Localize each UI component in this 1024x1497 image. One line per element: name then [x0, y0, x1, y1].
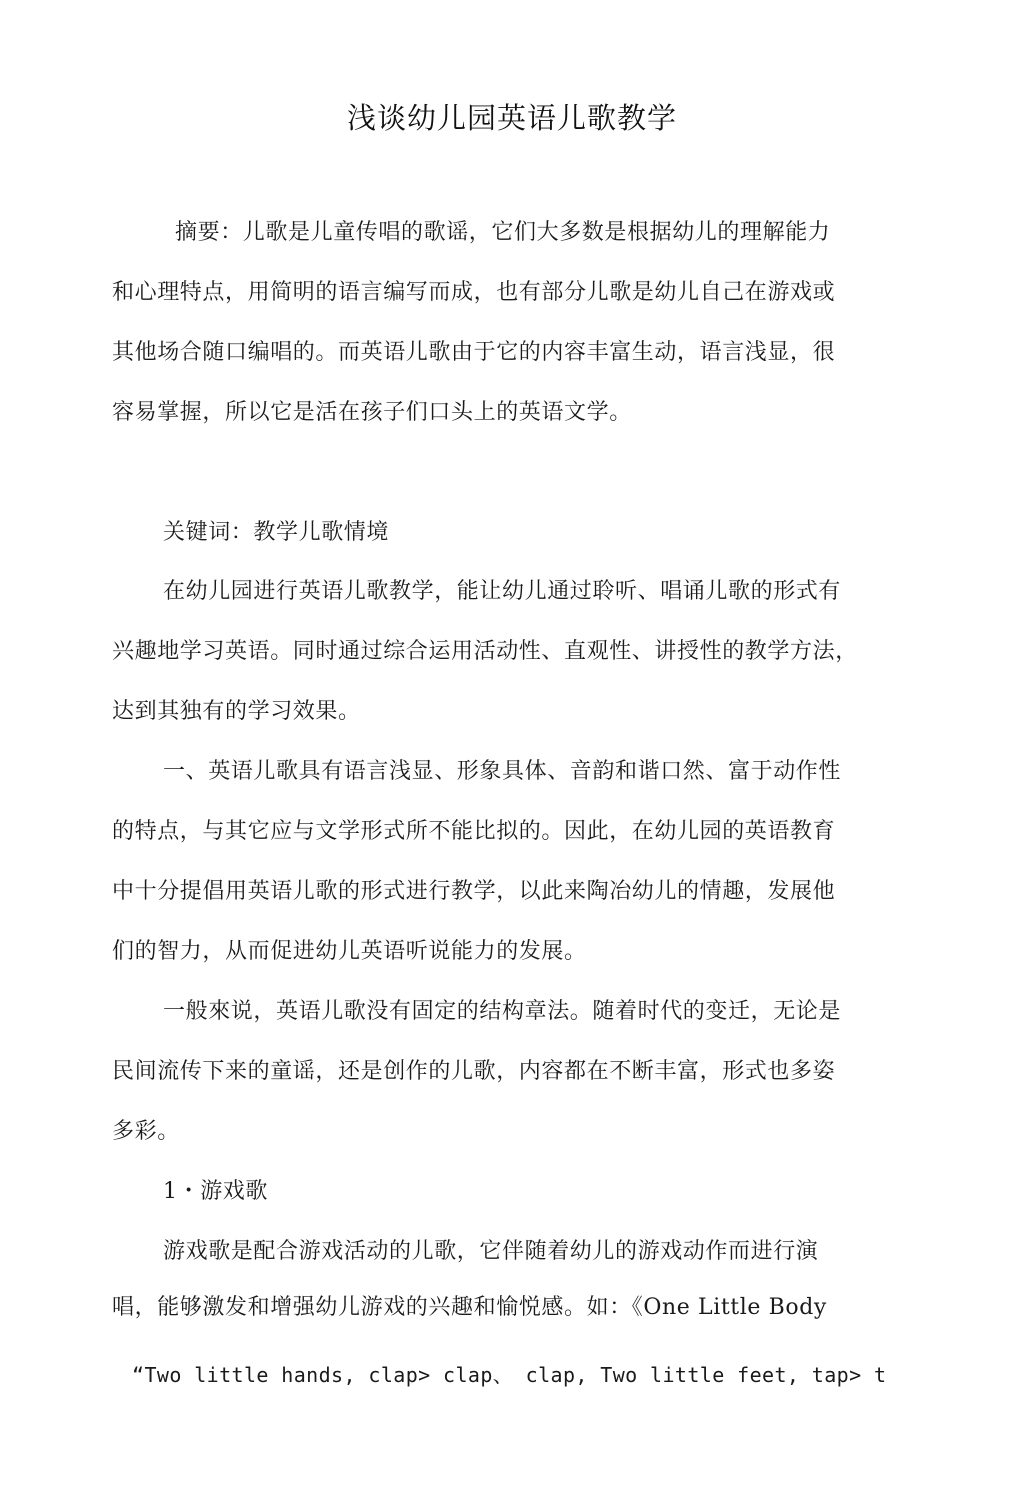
paragraph-line: 一般來说，英语儿歌没有固定的结构章法。随着时代的变迁，无论是 [163, 999, 842, 1024]
paragraph-line: 一、英语儿歌具有语言浅显、形象具体、音韵和谐口然、富于动作性 [163, 759, 842, 784]
song-quote-line: “Two little hands, clap> clap、 clap, Two little feet, tap> t [132, 1363, 887, 1387]
abstract-line: 其他场合随口编唱的。而英语儿歌由于它的内容丰富生动，语言浅显，很 [112, 340, 836, 365]
paragraph-line: 达到其独有的学习效果。 [112, 699, 361, 724]
abstract-line: 和心理特点，用简明的语言编写而成，也有部分儿歌是幼儿自己在游戏或 [112, 280, 836, 305]
keywords-line: 关键词：教学儿歌情境 [163, 520, 390, 545]
paragraph-line: 中十分提倡用英语儿歌的形式进行教学，以此来陶冶幼儿的情趣，发展他 [112, 879, 836, 904]
abstract-line: 容易掌握，所以它是活在孩子们口头上的英语文学。 [112, 400, 632, 425]
paragraph-line: 们的智力，从而促进幼儿英语听说能力的发展。 [112, 939, 587, 964]
paragraph-line: 唱，能够激发和增强幼儿游戏的兴趣和愉悦感。如：《One Little Body [112, 1295, 827, 1320]
section-subheading: 1・游戏歌 [163, 1179, 268, 1204]
paragraph-line: 多彩。 [112, 1119, 180, 1144]
document-title: 浅谈幼儿园英语儿歌教学 [346, 101, 677, 135]
paragraph-line: 民间流传下来的童谣，还是创作的儿歌，内容都在不断丰富，形式也多姿 [112, 1059, 836, 1084]
abstract-line: 摘要：儿歌是儿童传唱的歌谣，它们大多数是根据幼儿的理解能力 [175, 220, 831, 245]
paragraph-line: 游戏歌是配合游戏活动的儿歌，它伴随着幼儿的游戏动作而进行演 [163, 1239, 819, 1264]
paragraph-line: 的特点，与其它应与文学形式所不能比拟的。因此，在幼儿园的英语教育 [112, 819, 836, 844]
paragraph-line: 在幼儿园进行英语儿歌教学，能让幼儿通过聆听、唱诵儿歌的形式有 [163, 579, 842, 604]
paragraph-line: 兴趣地学习英语。同时通过综合运用活动性、直观性、讲授性的教学方法， [112, 639, 858, 664]
